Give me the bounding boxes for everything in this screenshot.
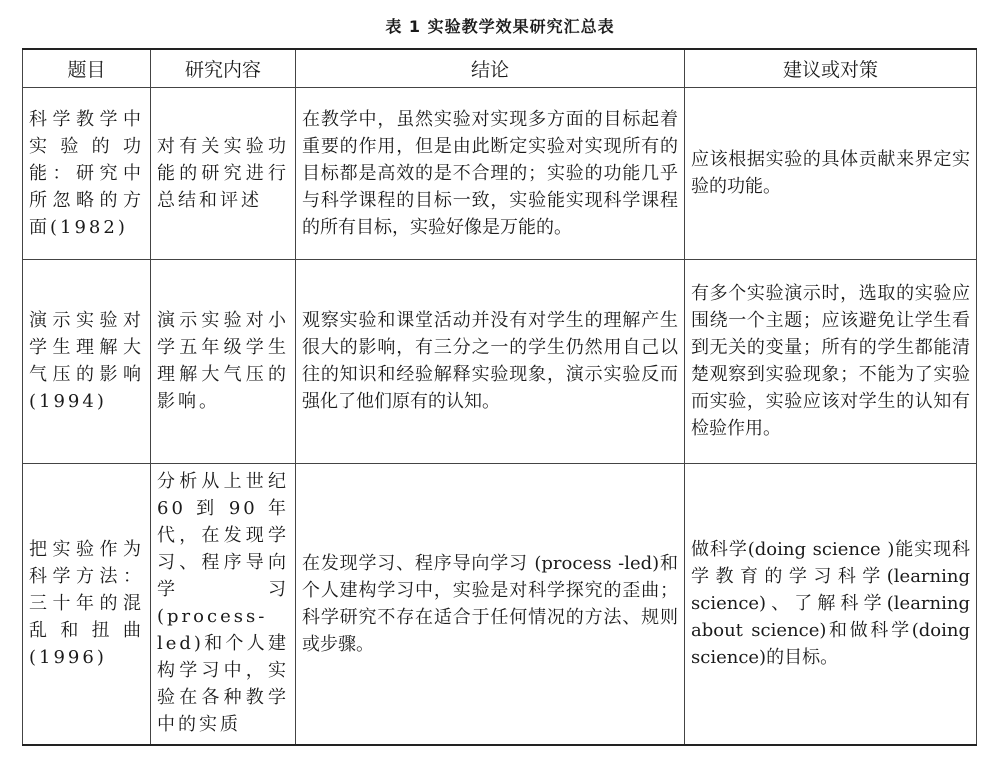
cell-suggestion: 应该根据实验的具体贡献来界定实验的功能。 xyxy=(685,87,977,259)
research-summary-table xyxy=(22,48,977,746)
cell-suggestion: 有多个实验演示时，选取的实验应围绕一个主题；应该避免让学生看到无关的变量；所有的学生都能清楚观察到实验现象；不能为了实验而实验，实验应该对学生的认知有检验作用。 xyxy=(685,259,977,463)
table-row xyxy=(23,463,977,745)
header-conclusion: 结论 xyxy=(296,49,685,87)
table-row xyxy=(23,259,977,463)
cell-topic: 把实验作为科学方法：三十年的混乱和扭曲(1996) xyxy=(23,463,151,745)
cell-conclusion: 在发现学习、程序导向学习 (process -led)和个人建构学习中，实验是对科学探究的歪曲；科学研究不存在适合于任何情况的方法、规则或步骤。 xyxy=(296,463,685,745)
cell-conclusion: 观察实验和课堂活动并没有对学生的理解产生很大的影响，有三分之一的学生仍然用自己以往的知识和经验解释实验现象，演示实验反而强化了他们原有的认知。 xyxy=(296,259,685,463)
header-topic: 题目 xyxy=(23,49,151,87)
cell-content: 对有关实验功能的研究进行总结和评述 xyxy=(151,87,296,259)
cell-suggestion: 做科学(doing science )能实现科学教育的学习科学(learning science)、了解科学(learning about science)和做科学(doing science)的目标。 xyxy=(685,463,977,745)
table-header-row xyxy=(23,49,977,87)
header-content: 研究内容 xyxy=(151,49,296,87)
cell-topic: 演示实验对学生理解大气压的影响(1994) xyxy=(23,259,151,463)
cell-conclusion: 在教学中，虽然实验对实现多方面的目标起着重要的作用，但是由此断定实验对实现所有的目标都是高效的是不合理的；实验的功能几乎与科学课程的目标一致，实验能实现科学课程的所有目标，实验好像是万能的。 xyxy=(296,87,685,259)
table-row xyxy=(23,87,977,259)
cell-content: 演示实验对小学五年级学生理解大气压的影响。 xyxy=(151,259,296,463)
header-suggestion: 建议或对策 xyxy=(685,49,977,87)
table-title: 表 1 实验教学效果研究汇总表 xyxy=(385,17,615,36)
cell-content: 分析从上世纪 60 到 90 年代，在发现学习、程序导向学习 (process-led)和个人建构学习中，实验在各种教学中的实质 xyxy=(151,463,296,745)
cell-topic: 科学教学中实验的功能：研究中所忽略的方面(1982) xyxy=(23,87,151,259)
